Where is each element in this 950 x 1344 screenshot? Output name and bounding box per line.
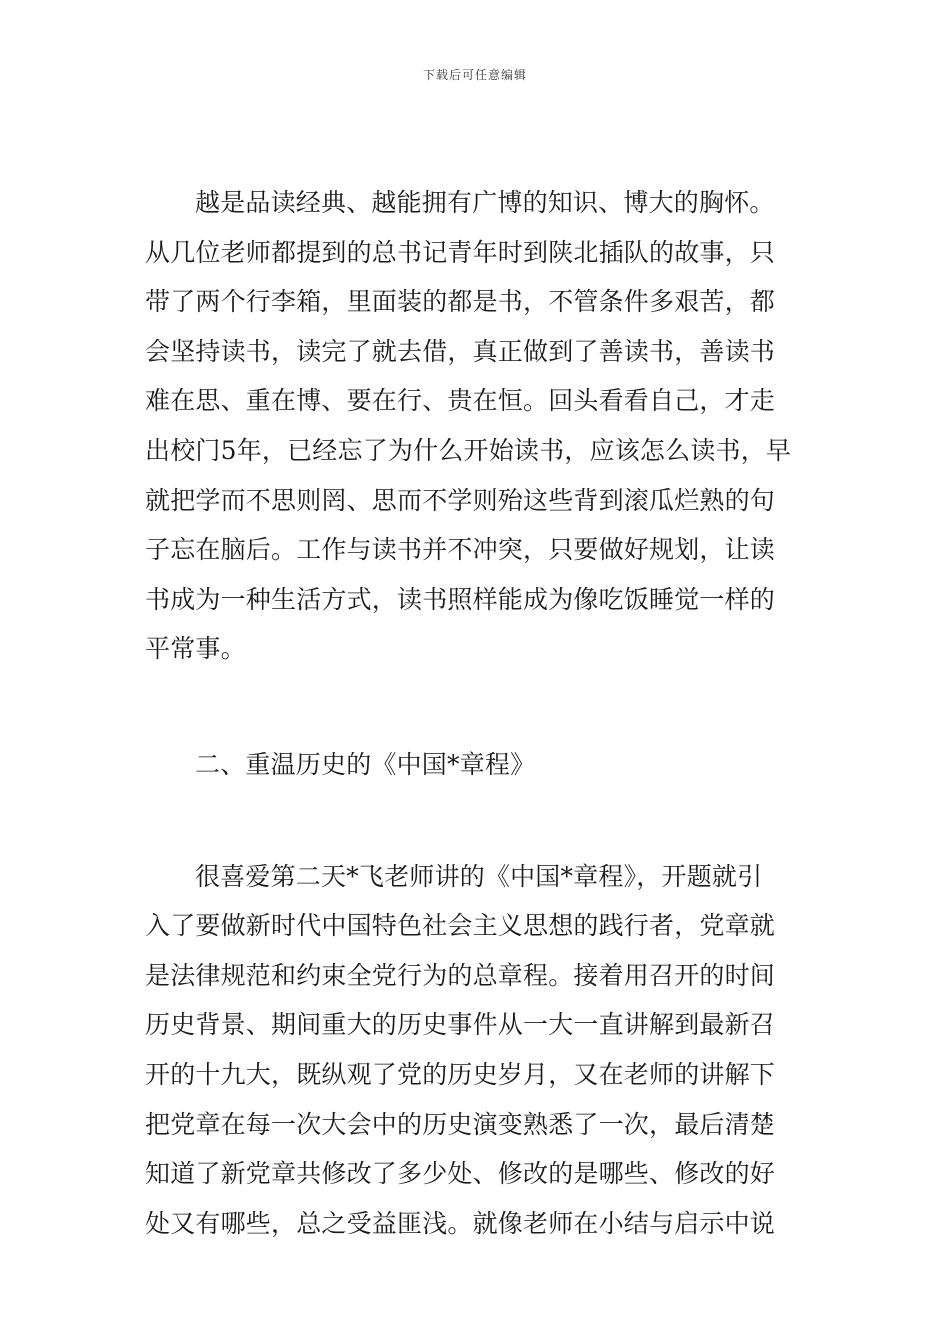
paragraph-line: 历史背景、期间重大的历史事件从一大一直讲解到最新召: [145, 1010, 776, 1040]
paragraph-reading: [145, 178, 810, 674]
paragraph-spacer: [145, 674, 810, 740]
paragraph-line: 很喜爱第二天*飞老师讲的《中国*章程》，开题就引: [195, 861, 763, 891]
paragraph-line: 会坚持读书，读完了就去借，真正做到了善读书，善读书: [145, 336, 776, 366]
paragraph-line: 平常事。: [145, 634, 246, 664]
paragraph-spacer: [145, 790, 810, 852]
paragraph-line: 出校门5年，已经忘了为什么开始读书，应该怎么读书，早: [145, 435, 792, 465]
paragraph-line: 越是品读经典、越能拥有广博的知识、博大的胸怀。: [195, 188, 775, 217]
document-body: [145, 178, 810, 1248]
paragraph-line: 从几位老师都提到的总书记青年时到陕北插队的故事，只: [145, 237, 776, 267]
paragraph-line: 是法律规范和约束全党行为的总章程。接着用召开的时间: [145, 960, 776, 990]
page-header: 下载后可任意编辑: [422, 68, 527, 82]
paragraph-line: 知道了新党章共修改了多少处、修改的是哪些、修改的好: [145, 1159, 776, 1189]
paragraph-line: 带了两个行李箱，里面装的都是书，不管条件多艰苦，都: [145, 287, 776, 317]
paragraph-line: 书成为一种生活方式，读书照样能成为像吃饭睡觉一样的: [145, 584, 776, 614]
paragraph-line: 就把学而不思则罔、思而不学则殆这些背到滚瓜烂熟的句: [145, 485, 776, 515]
paragraph-line: 把党章在每一次大会中的历史演变熟悉了一次，最后清楚: [145, 1109, 776, 1139]
paragraph-charter: [145, 852, 810, 1249]
paragraph-line: 入了要做新时代中国特色社会主义思想的践行者，党章就: [145, 911, 776, 941]
paragraph-line: 处又有哪些，总之受益匪浅。就像老师在小结与启示中说: [145, 1208, 776, 1238]
section-heading: 二、重温历史的《中国*章程》: [195, 749, 536, 779]
paragraph-line: 开的十九大，既纵观了党的历史岁月，又在老师的讲解下: [145, 1059, 776, 1089]
paragraph-line: 难在思、重在博、要在行、贵在恒。回头看看自己，才走: [145, 386, 776, 416]
paragraph-line: 子忘在脑后。工作与读书并不冲突，只要做好规划，让读: [145, 535, 776, 565]
